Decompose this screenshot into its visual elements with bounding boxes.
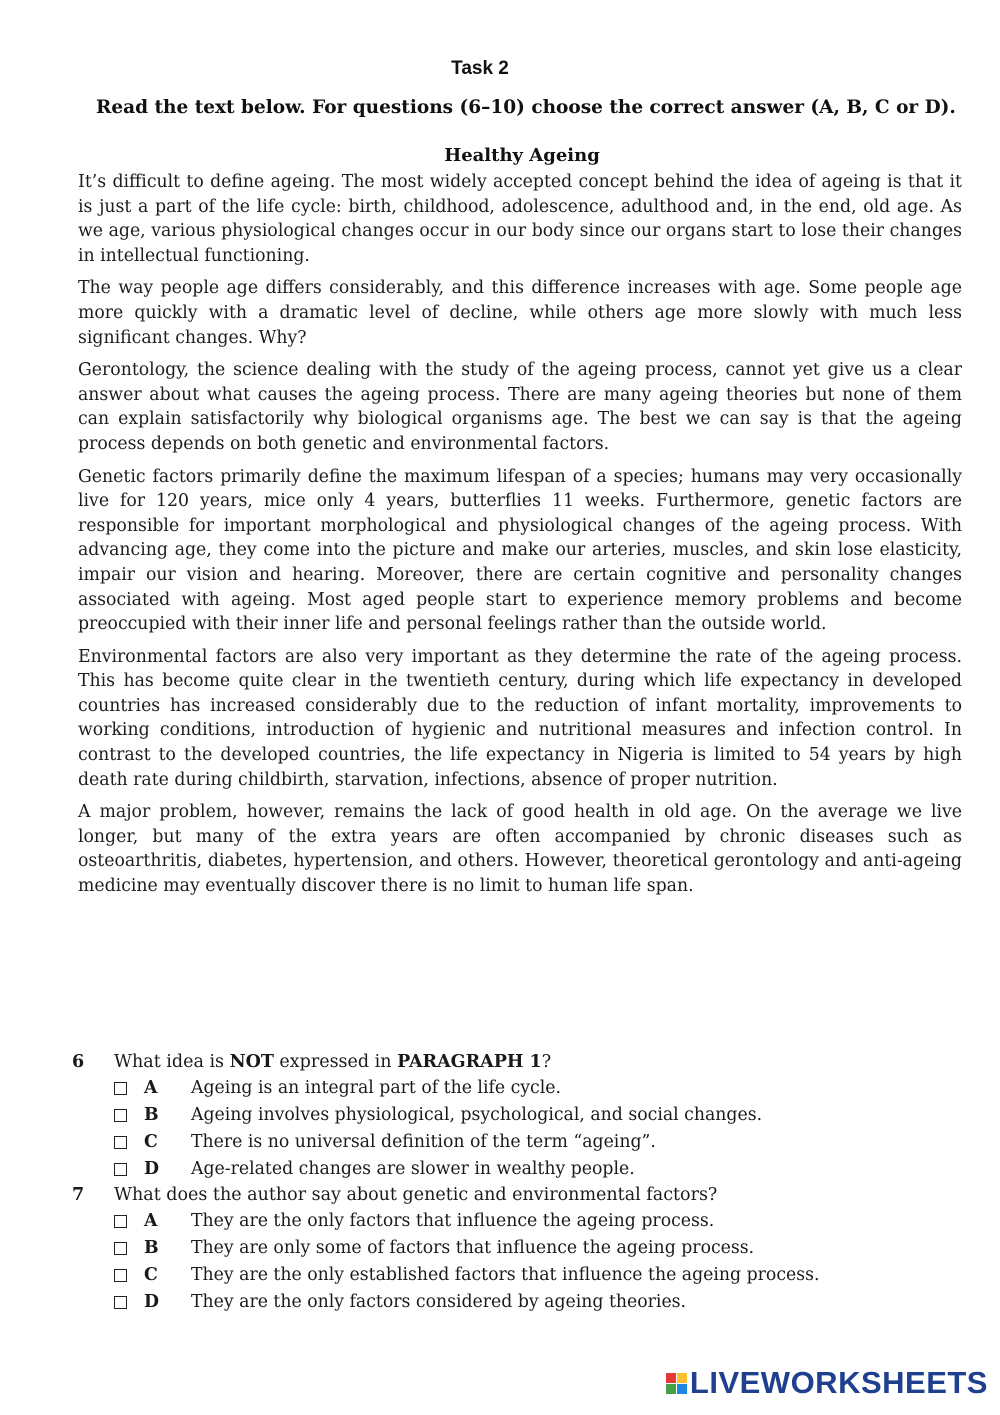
stem-part: What idea is [114,1052,230,1072]
question-number: 6 [72,1052,85,1072]
question-7 [72,1183,952,1316]
q6-option-a[interactable] [114,1075,952,1102]
option-text: Ageing is an integral part of the life cycle. [191,1078,561,1098]
stem-emphasis: PARAGRAPH 1 [397,1052,542,1072]
logo-square-red [666,1373,676,1383]
stem-part: expressed in [273,1052,398,1072]
paragraph-1: It’s difficult to define ageing. The most widely accepted concept behind the idea of ageing is that it is just a part of the life cycle: birth, childhood, adolescence, adulthood and, in the end, old age. As we age, various physiological changes occur in our body since our organs start to lose their changes in intellectual functioning. [78,172,962,266]
checkbox-icon[interactable] [114,1136,127,1149]
q6-option-b[interactable] [114,1102,952,1129]
watermark-text: LIVEWORKSHEETS [689,1365,988,1400]
option-text: They are the only factors considered by ageing theories. [191,1292,687,1312]
option-text: There is no universal definition of the term “ageing”. [191,1132,656,1152]
q7-option-b[interactable] [114,1235,952,1262]
liveworksheets-logo-icon [666,1373,687,1394]
option-text: They are the only factors that influence the ageing process. [191,1211,715,1231]
logo-square-yellow [677,1373,687,1383]
question-stem [72,1050,952,1075]
article-title: Healthy Ageing [444,145,600,166]
checkbox-icon[interactable] [114,1296,127,1309]
paragraph-4: Genetic factors primarily define the maximum lifespan of a species; humans may very occasionally live for 120 years, mice only 4 years, butterflies 11 weeks. Furthermore, genetic factors are responsible for important morphological and physiological changes of the ageing process. With advancing age, they come into the picture and make our arteries, muscles, and skin lose elasticity, impair our vision and hearing. Moreover, there are certain cognitive and personality changes associated with ageing. Most aged people start to experience memory problems and become preoccupied with their inner life and personal feelings rather than the outside world. [78,466,962,635]
checkbox-icon[interactable] [114,1109,127,1122]
option-letter: A [144,1078,158,1098]
q7-option-a[interactable] [114,1208,952,1235]
question-text: What does the author say about genetic and environmental factors? [114,1185,718,1205]
paragraph-3: Gerontology, the science dealing with the study of the ageing process, cannot yet give us a clear answer about what causes the ageing process. There are many ageing theories but none of them can explain satisfactorily why biological organisms age. The best we can say is that the ageing process depends on both genetic and environmental factors. [78,360,962,454]
question-text [114,1050,551,1075]
stem-emphasis: NOT [229,1052,274,1072]
logo-square-green [666,1384,676,1394]
q7-option-d[interactable] [114,1289,952,1316]
option-letter: C [144,1265,158,1285]
article-body [78,170,962,907]
question-stem [72,1183,952,1208]
checkbox-icon[interactable] [114,1242,127,1255]
paragraph-6: A major problem, however, remains the lack of good health in old age. On the average we live longer, but many of the extra years are often accompanied by chronic diseases such as osteoarthritis, diabetes, hypertension, and others. However, theoretical gerontology and anti-ageing medicine may eventually discover there is no limit to human life span. [78,802,962,897]
option-text: They are only some of factors that influence the ageing process. [191,1238,755,1258]
option-letter: B [144,1238,159,1258]
option-text: Age-related changes are slower in wealthy people. [191,1159,635,1179]
question-number: 7 [72,1185,85,1205]
option-letter: C [144,1132,158,1152]
option-text: Ageing involves physiological, psychological, and social changes. [191,1105,763,1125]
task-label: Task 2 [451,58,509,79]
checkbox-icon[interactable] [114,1215,127,1228]
logo-square-blue [677,1384,687,1394]
option-letter: D [144,1159,159,1179]
paragraph-2: The way people age differs considerably, and this difference increases with age. Some people age more quickly with a dramatic level of decline, while others age more slowly with much less significant changes. Why? [78,278,962,348]
checkbox-icon[interactable] [114,1163,127,1176]
q6-option-c[interactable] [114,1129,952,1156]
checkbox-icon[interactable] [114,1082,127,1095]
instruction: Read the text below. For questions (6–10) choose the correct answer (A, B, C or D). [96,97,956,118]
option-letter: A [144,1211,158,1231]
checkbox-icon[interactable] [114,1269,127,1282]
option-letter: B [144,1105,159,1125]
liveworksheets-watermark [666,1365,988,1401]
paragraph-5: Environmental factors are also very important as they determine the rate of the ageing process. This has become quite clear in the twentieth century, during which life expectancy in developed countries has increased considerably due to the reduction of infant mortality, improvements to working conditions, introduction of hygienic and nutritional measures and infection control. In contrast to the developed countries, the life expectancy in Nigeria is limited to 54 years by high death rate during childbirth, starvation, infections, absence of proper nutrition. [78,646,962,790]
option-letter: D [144,1292,159,1312]
option-text: They are the only established factors that influence the ageing process. [191,1265,820,1285]
q6-option-d[interactable] [114,1156,952,1183]
question-6 [72,1050,952,1183]
questions-section [72,1050,952,1316]
q7-option-c[interactable] [114,1262,952,1289]
stem-part: ? [541,1052,552,1072]
